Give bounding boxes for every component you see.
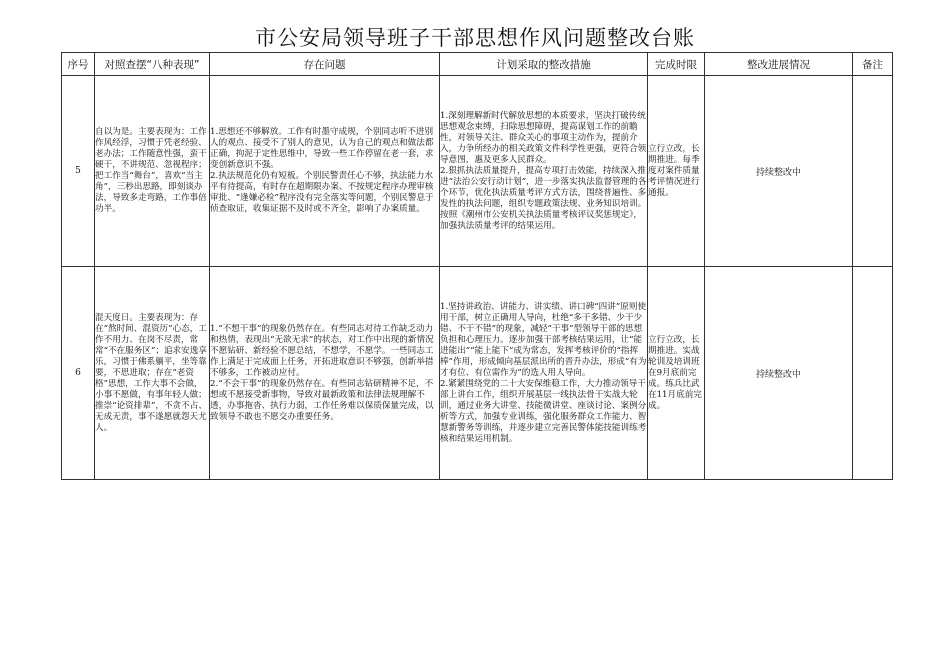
row-remark — [853, 267, 893, 480]
problem-paragraph: 1.思想还不够解放。工作有时墨守成规，个别同志听不进别人的观点、接受不了别人的意见，认为自己的观点和做法都正确，拘泥于定性思维中，导致一些工作停留在老一套，求变创新意识不强。 — [210, 127, 434, 170]
header-no: 序号 — [62, 53, 95, 76]
row-remark — [853, 76, 893, 267]
row-problem — [210, 76, 440, 267]
problem-paragraph: 2.执法规范化仍有短板。个别民警责任心不够，执法能力水平有待提高，有时存在超期限办案、不按规定程序办理审核审批、“逢嫌必检”程序没有完全落实等问题，个别民警息于侦查取证，收集证据不及时或不齐全，影响了办案质量。 — [210, 171, 434, 214]
header-remark: 备注 — [853, 53, 893, 76]
measure-paragraph: 2.狠抓执法质量提升，提高专项打击效能，持续深入推进“法治公安行动计划”，进一步落实执法监督管理的各个环节，优化执法质量考评方式方法，围绕普遍性、多发性的执法问题，组织专题政策法规、业务知识培训。按照《潮州市公安机关执法质量考核评议奖惩规定》，加强执法质量考评的结果运用。 — [440, 165, 647, 231]
table-row — [62, 76, 893, 267]
row-number: 5 — [62, 76, 95, 267]
row-progress: 持续整改中 — [705, 267, 853, 480]
header-row — [62, 53, 893, 76]
row-measures — [440, 76, 648, 267]
measure-paragraph: 1.深刻理解新时代解放思想的本质要求，坚决打破传统思想观念束缚，扫除思想障碍，提高谋划工作的前瞻性，对领导关注、群众关心的事项主动作为，提前介入，力争所经办的相关政策文件科学性更强，更符合领导意图，惠及更多人民群众。 — [440, 110, 647, 165]
header-deadline: 完成时限 — [648, 53, 705, 76]
header-problem: 存在问题 — [210, 53, 440, 76]
table-row — [62, 267, 893, 480]
problem-paragraph: 2.“不会干事”的现象仍然存在。有些同志钻研精神不足，不想或不愿接受新事物，导致对最新政策和法律法规理解不透，办事拖沓、执行力弱，工作任务难以保质保量完成，以致领导不敢也不愿交办重要任务。 — [210, 378, 434, 422]
rectification-ledger-table — [61, 52, 893, 480]
row-deadline: 立行立改，长期推进。实战轮训及培训班在9月底前完成。练兵比武在11月底前完成。 — [648, 267, 705, 480]
row-item: 自以为是。主要表现为：工作作风经浮，习惯于凭老经验、老办法；工作随意性强，蛮干硬干，不讲规范、忽视程序；把工作当“舞台”，喜欢“当主角”，三秒出思路，即刻谈办法，导致多走弯路，工作事倍功半。 — [95, 76, 210, 267]
measure-paragraph: 2.紧紧围绕党的二十大安保维稳工作，大力推动领导干部上讲台工作，组织开展基层一线执法骨干实战大轮训，通过业务大讲堂、技能微讲堂、座谈讨论、案例分析等方式，加强专业训练，强化服务群众工作能力、智慧新警务等训练，并逐步建立完善民警体能技能训练考核和结果运用机制。 — [440, 378, 647, 444]
header-progress: 整改进展情况 — [705, 53, 853, 76]
row-item: 混天度日。主要表现为：存在“熬时间、混资历”心态，工作不用力、在岗不尽责，常常“不在服务区”；追求安逸享乐，习惯于佛系躺平，坐等靠要，不思进取；存在“老资格”思想，工作大事不会做，小事不愿做，有事年轻人做；推崇“论资排辈”，不贪不占、无成无责，事不遂愿就怨天尤人。 — [95, 267, 210, 480]
row-number: 6 — [62, 267, 95, 480]
problem-paragraph: 1.“不想干事”的现象仍然存在。有些同志对待工作缺乏动力和热情，表现出“无欲无求”的状态，对工作中出现的新情况不愿钻研、新经验不愿总结，不想学，不愿学。一些同志工作上满足于完成面上任务，开拓进取意识不够强，创新举措不够多，工作被动应付。 — [210, 323, 434, 378]
row-deadline: 立行立改，长期推进。每季度对案件质量考评情况进行通报。 — [648, 76, 705, 267]
page-title: 市公安局领导班子干部思想作风问题整改台账 — [255, 26, 695, 50]
row-problem — [210, 267, 440, 480]
header-item: 对照查摆“八种表现” — [95, 53, 210, 76]
row-measures — [440, 267, 648, 480]
row-progress: 持续整改中 — [705, 76, 853, 267]
measure-paragraph: 1.坚持讲政治、讲能力、讲实绩、讲口碑“四讲”原则使用干部，树立正确用人导向，杜绝“多干多错、少干少错、不干不错”的现象，减轻“干事”型领导干部的思想负担和心理压力。逐步加强干部考核结果运用，让“能进能出”“能上能下”成为常态，发挥考核评价的“指挥棒”作用，形成倾向基层派出所的晋升办法，形成“有为才有位、有位需作为”的选人用人导向。 — [440, 301, 647, 378]
header-measures: 计划采取的整改措施 — [440, 53, 648, 76]
